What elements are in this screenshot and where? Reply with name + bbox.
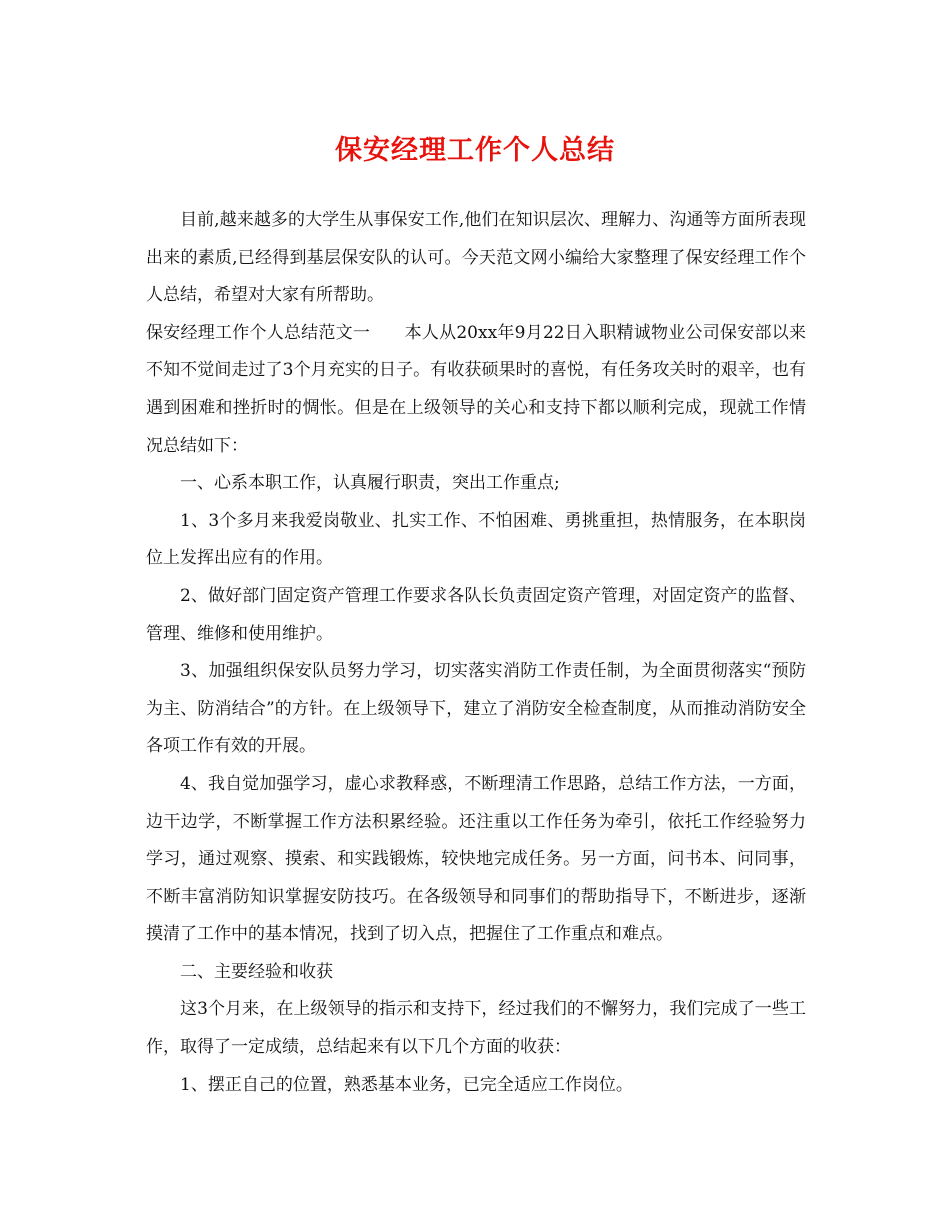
paragraph: 目前,越来越多的大学生从事保安工作,他们在知识层次、理解力、沟通等方面所表现出来的素质,已经得到基层保安队的认可。今天范文网小编给大家整理了保安经理工作个人总结，希望对大家有所帮助。 [146,210,806,306]
paragraph: 4、我自觉加强学习，虚心求教释惑，不断理清工作思路，总结工作方法，一方面，边干边学，不断掌握工作方法积累经验。还注重以工作任务为牵引，依托工作经验努力学习，通过观察、摸索、和实践锻炼，较快地完成任务。另一方面，问书本、问同事，不断丰富消防知识掌握安防技巧。在各级领导和同事们的帮助指导下，不断进步，逐渐摸清了工作中的基本情况，找到了切入点，把握住了工作重点和难点。 [146,773,806,945]
paragraph: 保安经理工作个人总结范文一 本人从20xx年9月22日入职精诚物业公司保安部以来不知不觉间走过了3个月充实的日子。有收获硕果时的喜悦，有任务攻关时的艰辛，也有遇到困难和挫折时的惆怅。但是在上级领导的关心和支持下都以顺利完成，现就工作情况总结如下： [146,322,806,456]
paragraph: 这3个月来，在上级领导的指示和支持下，经过我们的不懈努力，我们完成了一些工作，取得了一定成绩，总结起来有以下几个方面的收获： [146,999,806,1058]
section-heading: 二、主要经验和收获 [180,961,333,982]
section-heading: 一、心系本职工作，认真履行职责，突出工作重点; [180,473,560,494]
paragraph: 3、加强组织保安队员努力学习，切实落实消防工作责任制，为全面贯彻落实“预防为主、防消结合”的方针。在上级领导下，建立了消防安全检查制度，从而推动消防安全各项工作有效的开展。 [146,661,806,757]
paragraph: 1、摆正自己的位置，熟悉基本业务，已完全适应工作岗位。 [180,1074,633,1095]
document-body [146,202,806,1104]
paragraph: 1、3个多月来我爱岗敬业、扎实工作、不怕困难、勇挑重担，热情服务，在本职岗位上发挥出应有的作用。 [146,510,806,569]
paragraph: 2、做好部门固定资产管理工作要求各队长负责固定资产管理，对固定资产的监督、管理、维修和使用维护。 [146,585,806,644]
document-title: 保安经理工作个人总结 [335,135,615,166]
